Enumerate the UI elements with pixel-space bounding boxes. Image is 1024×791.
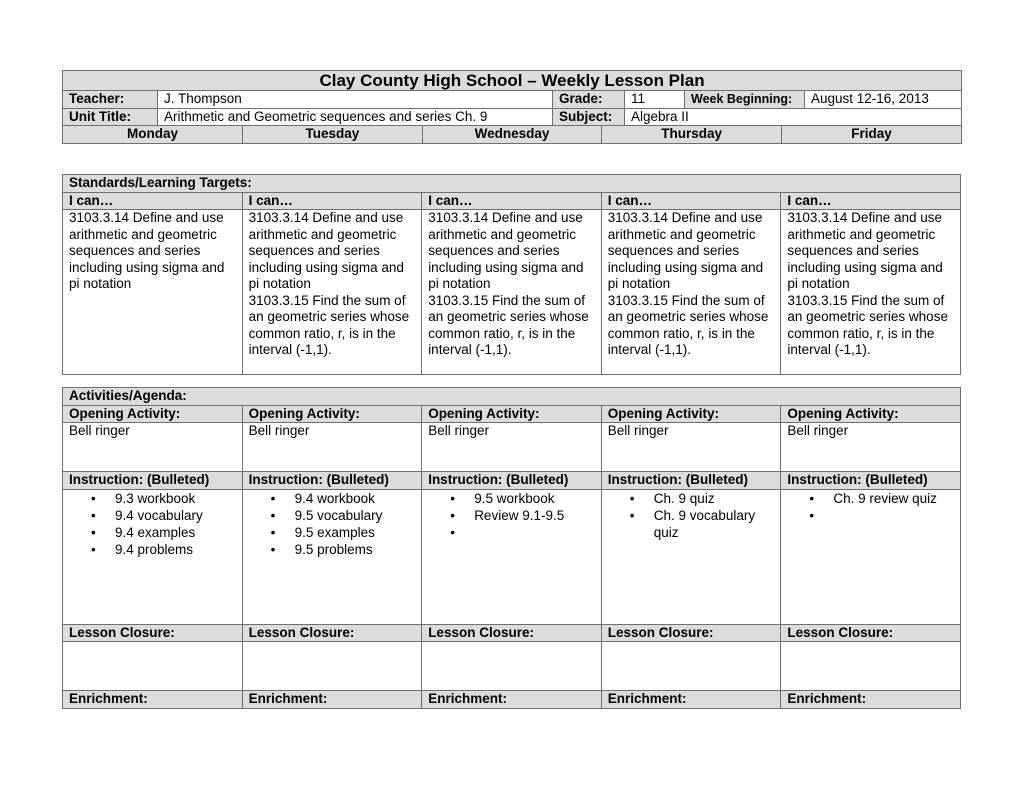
list-item: • 9.4 examples xyxy=(91,524,196,540)
bullet-icon: • xyxy=(270,490,276,506)
bullet-icon: • xyxy=(91,541,96,557)
week-label: Week Beginning: xyxy=(685,91,805,109)
standards-table xyxy=(62,174,961,375)
week-value: August 12-16, 2013 xyxy=(805,91,962,109)
instruction-friday xyxy=(781,489,961,624)
opening-label: Opening Activity: xyxy=(781,405,961,423)
enrichment-label: Enrichment: xyxy=(422,691,602,709)
opening-label: Opening Activity: xyxy=(422,405,602,423)
list-item: • 9.5 examples xyxy=(270,524,375,540)
standard-text: 3103.3.15 Find the sum of an geometric series whose common ratio, r, is in the interval (-1,1). xyxy=(248,292,410,357)
enrichment-label: Enrichment: xyxy=(601,691,781,709)
closure-label: Lesson Closure: xyxy=(781,624,961,642)
opening-label: Opening Activity: xyxy=(601,405,781,423)
standards-cell-friday xyxy=(781,210,961,375)
list-item: • 9.4 vocabulary xyxy=(91,507,203,523)
instruction-tuesday xyxy=(242,489,422,624)
closure-thursday xyxy=(601,642,781,691)
activities-table xyxy=(62,387,961,709)
opening-label: Opening Activity: xyxy=(63,405,243,423)
bullet-icon: • xyxy=(629,507,635,523)
grade-value: 11 xyxy=(625,91,685,109)
icando-label: I can… xyxy=(422,192,602,210)
closure-monday xyxy=(63,642,243,691)
list-item: • 9.5 vocabulary xyxy=(270,507,383,523)
opening-monday: Bell ringer xyxy=(63,423,243,472)
icando-label: I can… xyxy=(242,192,422,210)
closure-wednesday xyxy=(422,642,602,691)
bullet-icon: • xyxy=(450,490,455,506)
closure-label: Lesson Closure: xyxy=(242,624,422,642)
list-item: • Ch. 9 review quiz xyxy=(809,490,937,506)
subject-label: Subject: xyxy=(553,108,625,126)
page-title: Clay County High School – Weekly Lesson Plan xyxy=(63,71,962,91)
icando-label: I can… xyxy=(63,192,243,210)
icando-label: I can… xyxy=(601,192,781,210)
opening-label: Opening Activity: xyxy=(242,405,422,423)
day-thursday: Thursday xyxy=(602,126,782,143)
unit-label: Unit Title: xyxy=(63,108,158,126)
list-item xyxy=(809,507,954,524)
bullet-icon: • xyxy=(629,490,635,506)
bullet-icon: • xyxy=(91,490,96,506)
standard-text: 3103.3.14 Define and use arithmetic and geometric sequences and series including using sigma and pi notation xyxy=(787,210,943,291)
teacher-value: J. Thompson xyxy=(158,91,553,109)
closure-label: Lesson Closure: xyxy=(422,624,602,642)
instruction-monday xyxy=(63,489,243,624)
day-monday: Monday xyxy=(63,126,243,143)
day-headers xyxy=(63,126,961,143)
day-friday: Friday xyxy=(851,126,892,141)
bullet-icon: • xyxy=(270,541,276,557)
enrichment-label: Enrichment: xyxy=(242,691,422,709)
instruction-list xyxy=(428,490,595,541)
list-item: • 9.4 workbook xyxy=(270,490,375,506)
standards-cell-monday xyxy=(63,210,243,375)
instruction-label: Instruction: (Bulleted) xyxy=(422,472,602,490)
standard-text: 3103.3.14 Define and use arithmetic and geometric sequences and series including using sigma and pi notation xyxy=(69,210,225,291)
standards-cell-wednesday xyxy=(422,210,602,375)
opening-thursday: Bell ringer xyxy=(601,423,781,472)
instruction-list xyxy=(608,490,775,541)
unit-value: Arithmetic and Geometric sequences and series Ch. 9 xyxy=(158,108,553,126)
instruction-label: Instruction: (Bulleted) xyxy=(781,472,961,490)
instruction-list xyxy=(69,490,236,558)
day-tuesday: Tuesday xyxy=(243,126,423,143)
instruction-list xyxy=(249,490,416,558)
instruction-thursday xyxy=(601,489,781,624)
activities-heading: Activities/Agenda: xyxy=(63,388,961,406)
standard-text: 3103.3.14 Define and use arithmetic and geometric sequences and series including using sigma and pi notation xyxy=(428,210,584,291)
instruction-list xyxy=(787,490,954,524)
list-item: • 9.5 problems xyxy=(270,541,373,557)
closure-friday xyxy=(781,642,961,691)
closure-label: Lesson Closure: xyxy=(63,624,243,642)
standards-heading: Standards/Learning Targets: xyxy=(63,175,961,193)
standard-text: 3103.3.15 Find the sum of an geometric series whose common ratio, r, is in the interval (-1,1). xyxy=(428,292,589,357)
list-item: • Ch. 9 vocabulary quiz xyxy=(629,507,756,540)
bullet-icon: • xyxy=(450,507,455,523)
day-wednesday: Wednesday xyxy=(422,126,602,143)
bullet-icon: • xyxy=(91,524,96,540)
enrichment-label: Enrichment: xyxy=(63,691,243,709)
instruction-label: Instruction: (Bulleted) xyxy=(601,472,781,490)
bullet-icon: • xyxy=(450,524,455,540)
bullet-icon: • xyxy=(91,507,96,523)
instruction-wednesday xyxy=(422,489,602,624)
list-item: • 9.3 workbook xyxy=(91,490,196,506)
opening-tuesday: Bell ringer xyxy=(242,423,422,472)
grade-label: Grade: xyxy=(553,91,625,109)
standard-text: 3103.3.15 Find the sum of an geometric series whose common ratio, r, is in the interval (-1,1). xyxy=(787,292,948,357)
standard-text: 3103.3.15 Find the sum of an geometric series whose common ratio, r, is in the interval (-1,1). xyxy=(607,292,769,357)
standard-text: 3103.3.14 Define and use arithmetic and geometric sequences and series including using sigma and pi notation xyxy=(607,210,764,291)
standard-text: 3103.3.14 Define and use arithmetic and geometric sequences and series including using sigma and pi notation xyxy=(248,210,404,291)
teacher-label: Teacher: xyxy=(63,91,158,109)
list-item: • Ch. 9 quiz xyxy=(629,490,715,506)
subject-value: Algebra II xyxy=(625,108,962,126)
instruction-label: Instruction: (Bulleted) xyxy=(242,472,422,490)
list-item xyxy=(450,524,595,541)
bullet-icon: • xyxy=(270,524,276,540)
instruction-label: Instruction: (Bulleted) xyxy=(63,472,243,490)
list-item: • 9.5 workbook xyxy=(450,490,555,506)
list-item: • 9.4 problems xyxy=(91,541,194,557)
opening-friday: Bell ringer xyxy=(781,423,961,472)
bullet-icon: • xyxy=(809,507,815,523)
closure-label: Lesson Closure: xyxy=(601,624,781,642)
closure-tuesday xyxy=(242,642,422,691)
bullet-icon: • xyxy=(809,490,815,506)
standards-cell-tuesday xyxy=(242,210,422,375)
header-table xyxy=(62,70,962,144)
bullet-icon: • xyxy=(270,507,276,523)
icando-label: I can… xyxy=(781,192,961,210)
opening-wednesday: Bell ringer xyxy=(422,423,602,472)
list-item: • Review 9.1-9.5 xyxy=(450,507,565,523)
enrichment-label: Enrichment: xyxy=(781,691,961,709)
standards-cell-thursday xyxy=(601,210,781,375)
